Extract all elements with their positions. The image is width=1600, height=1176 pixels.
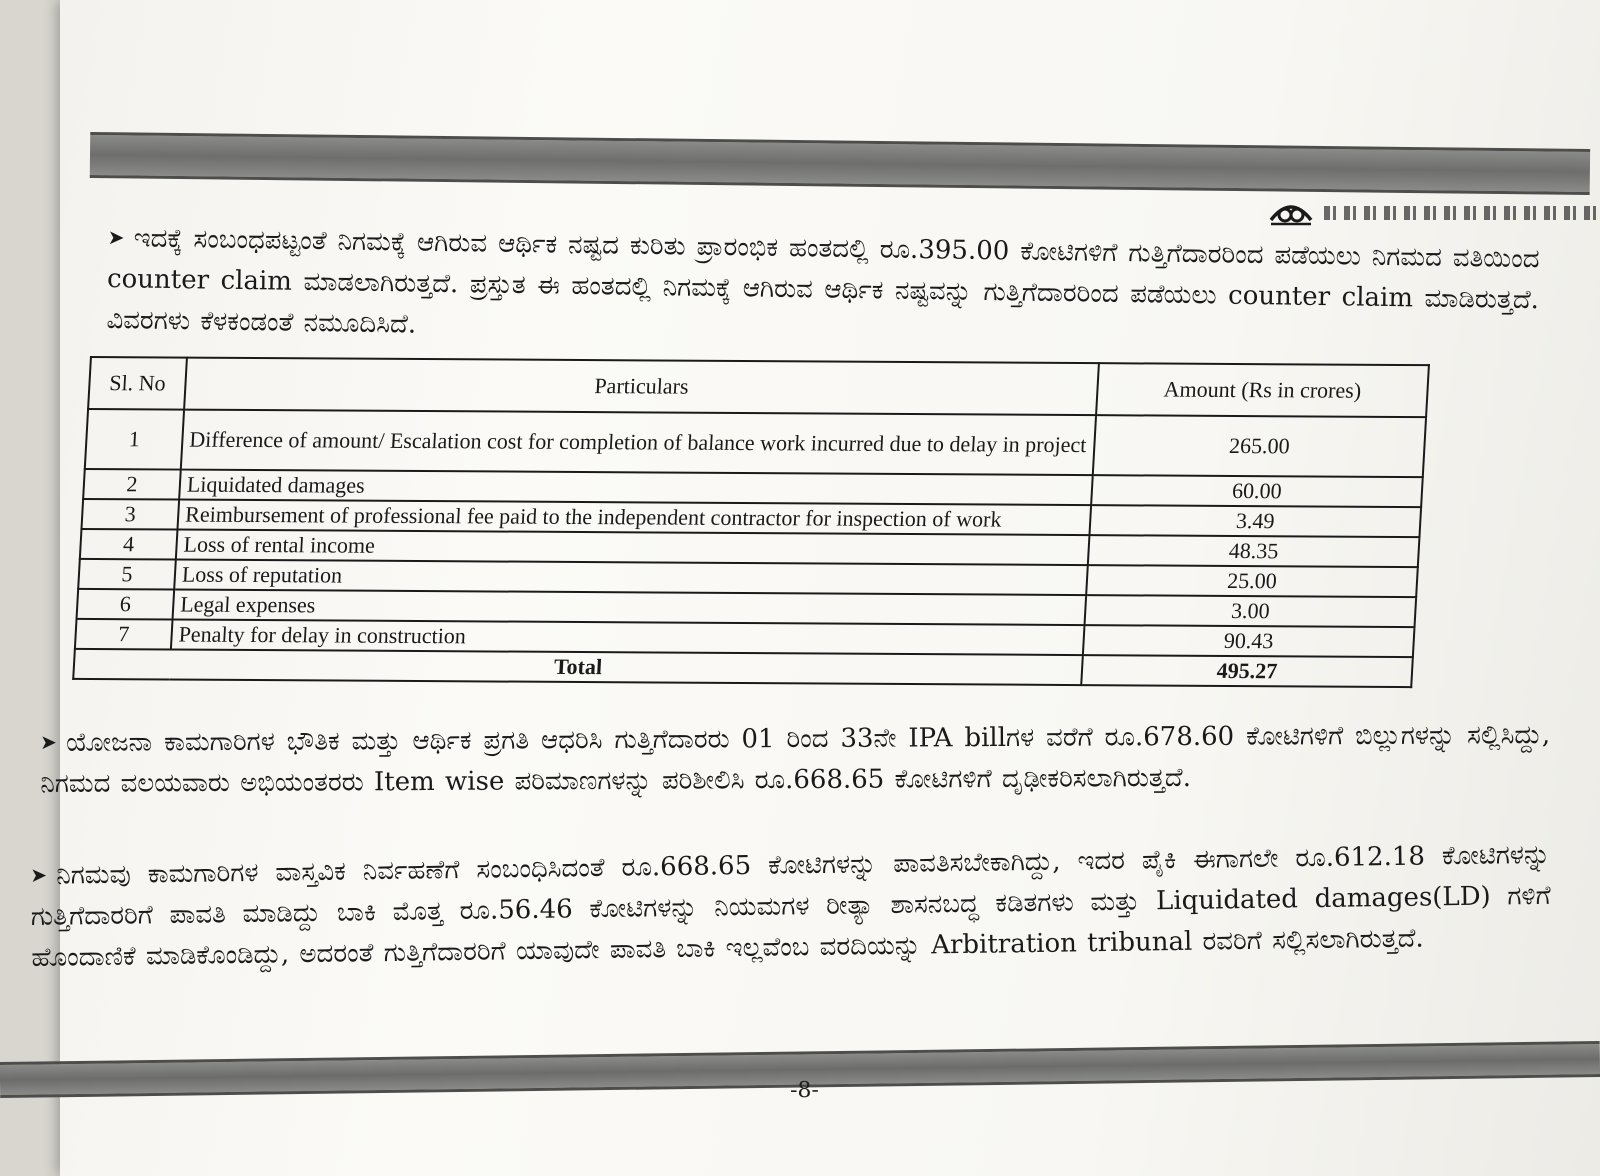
amount-cell: 3.00	[1085, 595, 1417, 627]
paragraph-text: ನಿಗಮವು ಕಾಮಗಾರಿಗಳ ವಾಸ್ತವಿಕ ನಿರ್ವಹಣೆಗೆ ಸಂಬಂಧಿಸಿದಂತೆ ರೂ.668.65 ಕೋಟಿಗಳನ್ನು ಪಾವತಿಸಬೇಕಾಗಿದ್ದು, ಇದರ ಪೈಕಿ ಈಗಾಗಲೇ ರೂ.612.18 ಕೋಟಿಗಳನ್ನು ಗುತ್ತಿಗೆದಾರರಿಗೆ ಪಾವತಿ ಮಾಡಿದ್ದು ಬಾಕಿ ಮೊತ್ತ ರೂ.56.46 ಕೋಟಿಗಳನ್ನು ನಿಯಮಗಳ ರೀತ್ಯಾ ಶಾಸನಬದ್ಧ ಕಡಿತಗಳು ಮತ್ತು Liquidated damages(LD) ಗಳಿಗೆ ಹೊಂದಾಣಿಕೆ ಮಾಡಿಕೊಂಡಿದ್ದು, ಅದರಂತೆ ಗುತ್ತಿಗೆದಾರರಿಗೆ ಯಾವುದೇ ಪಾವತಿ ಬಾಕಿ ಇಲ್ಲವೆಂಬ ವರದಿಯನ್ನು Arbitration tribunal ರವರಿಗೆ ಸಲ್ಲಿಸಲಾಗಿರುತ್ತದೆ.	[30, 839, 1551, 973]
sl-no-cell: 5	[78, 559, 176, 590]
bullet-arrow-icon: ➤	[40, 729, 57, 754]
particular-cell: Loss of reputation	[174, 560, 1088, 596]
particular-cell: Loss of rental income	[176, 530, 1090, 566]
total-label: Total	[73, 649, 1083, 685]
paragraph-text: ಯೋಜನಾ ಕಾಮಗಾರಿಗಳ ಭೌತಿಕ ಮತ್ತು ಆರ್ಥಿಕ ಪ್ರಗತಿ ಆಧರಿಸಿ ಗುತ್ತಿಗೆದಾರರು 01 ರಿಂದ 33ನೇ IPA billಗಳ ವರೆಗೆ ರೂ.678.60 ಕೋಟಿಗಳಿಗೆ ಬಿಲ್ಲುಗಳನ್ನು ಸಲ್ಲಿಸಿದ್ದು, ನಿಗಮದ ವಲಯವಾರು ಅಭಿಯಂತರರು Item wise ಪರಿಮಾಣಗಳನ್ನು ಪರಿಶೀಲಿಸಿ ರೂ.668.65 ಕೋಟಿಗಳಿಗೆ ದೃಢೀಕರಿಸಲಾಗಿರುತ್ತದೆ.	[40, 720, 1551, 799]
bullet-arrow-icon: ➤	[107, 224, 125, 250]
logo-emblem-icon	[1268, 198, 1314, 228]
page-number: -8-	[789, 1077, 820, 1104]
particular-cell: Legal expenses	[173, 590, 1087, 626]
paragraph-ipa-bills	[40, 714, 1550, 805]
paragraph-counter-claim	[106, 217, 1540, 362]
amount-cell: 90.43	[1083, 625, 1415, 657]
paragraph-payment-status	[30, 834, 1552, 979]
sl-no-cell: 2	[83, 469, 181, 500]
bullet-arrow-icon: ➤	[30, 862, 48, 887]
particular-cell: Difference of amount/ Escalation cost for completion of balance work incurred due to delay in project	[181, 410, 1096, 476]
particular-cell: Liquidated damages	[179, 470, 1093, 506]
sl-no-cell: 6	[77, 589, 175, 620]
sl-no-cell: 1	[85, 409, 184, 470]
claims-table-container	[72, 356, 1430, 688]
claims-table	[72, 356, 1430, 688]
total-amount: 495.27	[1081, 655, 1413, 687]
amount-cell: 3.49	[1089, 505, 1421, 537]
sl-no-cell: 7	[75, 619, 173, 650]
logo-text	[1324, 206, 1600, 220]
column-header-sl-no: Sl. No	[88, 357, 187, 410]
organization-logo	[1268, 198, 1600, 228]
table-header-row	[88, 357, 1429, 417]
amount-cell: 265.00	[1093, 415, 1426, 477]
sl-no-cell: 4	[80, 529, 178, 560]
particular-cell: Reimbursement of professional fee paid to the independent contractor for inspection of work	[177, 500, 1091, 536]
table-row	[85, 409, 1426, 477]
amount-cell: 25.00	[1086, 565, 1418, 597]
column-header-particulars: Particulars	[184, 358, 1099, 416]
sl-no-cell: 3	[81, 499, 179, 530]
amount-cell: 60.00	[1091, 475, 1423, 507]
particular-cell: Penalty for delay in construction	[171, 620, 1085, 656]
paragraph-text: ಇದಕ್ಕೆ ಸಂಬಂಧಪಟ್ಟಂತೆ ನಿಗಮಕ್ಕೆ ಆಗಿರುವ ಆರ್ಥಿಕ ನಷ್ಟದ ಕುರಿತು ಪ್ರಾರಂಭಿಕ ಹಂತದಲ್ಲಿ ರೂ.395.00 ಕೋಟಿಗಳಿಗೆ ಗುತ್ತಿಗೆದಾರರಿಂದ ಪಡೆಯಲು ನಿಗಮದ ವತಿಯಿಂದ counter claim ಮಾಡಲಾಗಿರುತ್ತದೆ. ಪ್ರಸ್ತುತ ಈ ಹಂತದಲ್ಲಿ ನಿಗಮಕ್ಕೆ ಆಗಿರುವ ಆರ್ಥಿಕ ನಷ್ಟವನ್ನು ಗುತ್ತಿಗೆದಾರರಿಂದ ಪಡೆಯಲು counter claim ಮಾಡಿರುತ್ತದೆ. ವಿವರಗಳು ಕೆಳಕಂಡಂತೆ ನಮೂದಿಸಿದೆ.	[106, 223, 1540, 340]
amount-cell: 48.35	[1088, 535, 1420, 567]
column-header-amount: Amount (Rs in crores)	[1096, 363, 1429, 417]
